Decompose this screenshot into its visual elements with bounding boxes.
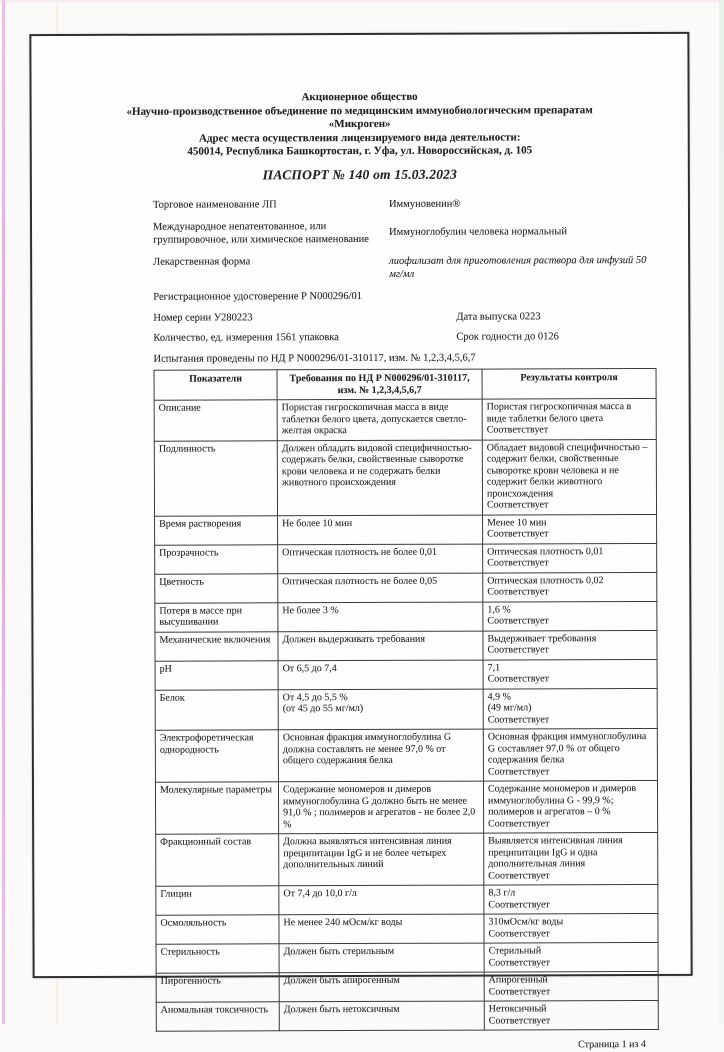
cell-indicator: pH [155,660,278,689]
cell-result: 4,9 % (49 мг/мл) Соответствует [483,688,657,729]
cell-requirement: Основная фракция иммуноглобулина G должна составлять не менее 97,0 % от общего содержания белка [278,729,483,782]
table-row [155,728,657,782]
table-row [155,659,657,690]
table-row [155,514,657,545]
field-dosage-form-value: лиофилизат для приготовления раствора для инфузий 50 мг/мл [389,255,647,280]
cell-result: Обладает видовой специфичностью – содержит белки, свойственные сыворотке крови человека и не содержит белки животного происхождения Соответствует [482,439,656,515]
table-row [155,780,657,834]
org-name-line1: Акционерное общество [301,90,418,104]
cell-requirement: Не более 3 % [278,602,483,632]
cell-requirement: Должна выявляться интенсивная линия преципитации IgG и не более четырех дополнительных линий [279,833,484,886]
col-header-results: Результаты контроля [482,368,656,399]
field-dosage-form-label: Лекарственная форма [153,256,251,268]
table-header-row [154,368,656,400]
cell-requirement: Оптическая плотность не более 0,01 [278,544,483,574]
document-page [29,32,692,1051]
cell-result: 7,1 Соответствует [483,659,657,689]
cell-result: Апирогенный Соответствует [484,971,658,1001]
drug-info-fields [153,197,655,281]
cell-requirement: Должен быть стерильным [279,943,484,973]
field-dosage-form [153,255,655,282]
address-label: Адрес места осуществления лицензируемого вида деятельности: [198,130,521,145]
cell-requirement: Должен обладать видовой специфичностью- содержать белки, свойственные сыворотке крови человека и не содержать белки животного происхождения [277,440,482,516]
cell-indicator: Стерильность [156,944,279,973]
cell-result: Оптическая плотность 0,01 Соответствует [483,543,657,573]
cell-requirement: Пористая гигроскопичная масса в виде таблетки белого цвета, допускается светло-желтая окраска [277,399,482,440]
table-row [155,572,657,603]
cell-indicator: Белок [155,689,278,730]
cell-result: Содержание мономеров и димеров иммуноглобулина G - 99,9 %; полимеров и агрегатов – 0 % Соответствует [483,780,657,833]
cell-indicator: Время растворения [155,515,278,544]
cell-indicator: Фракционный состав [156,834,279,886]
cell-requirement: Не менее 240 мОсм/кг воды [279,914,484,944]
cell-result: Стерильный Соответствует [484,942,658,972]
cell-indicator: Прозрачность [155,544,278,573]
document-header [60,90,660,160]
address-value: 450014, Республика Башкортостан, г. Уфа, ул. Новороссийская, д. 105 [187,144,533,158]
quantity-and-expiry [153,331,655,345]
document-content [153,197,658,1031]
field-trade-name-value: Иммуновенин® [388,198,461,210]
document-page-inner [31,34,690,1051]
cell-requirement: Должен быть апирогенным [279,972,484,1002]
quantity: Количество, ед. измерения 1561 упаковка [153,332,339,344]
table-row [155,688,657,730]
scan-edge-left [2,0,5,1024]
field-inn-name-label: Международное непатентованное, или группировочное, или химическое наименование [153,221,369,246]
cell-indicator: Механические включения [155,631,278,660]
col-header-indicators: Показатели [154,370,277,400]
col-header-requirements: Требования по НД Р N000296/01-310117, изм. № 1,2,3,4,5,6,7 [277,369,482,400]
passport-title: ПАСПОРТ № 140 от 15.03.2023 [262,166,458,182]
cell-indicator: Электрофоретическая однородность [155,730,278,782]
cell-indicator: Молекулярные параметры [155,782,278,834]
registration-certificate: Регистрационное удостоверение Р N000296/01 [153,290,363,303]
cell-result: Пористая гигроскопичная масса в виде таблетки белого цвета Соответствует [482,398,656,439]
cell-result: Оптическая плотность 0,02 Соответствует [483,572,657,602]
cell-requirement: Должен выдерживать требования [278,631,483,661]
cell-requirement: Содержание мономеров и димеров иммуноглобулина G должно быть не менее 91,0 % ; полимеров и агрегатов - не более 2,0 % [278,781,483,834]
field-inn-name [153,220,655,247]
series-and-release [153,310,655,324]
field-inn-name-value: Иммуноглобулин человека нормальный [389,226,567,239]
table-row [156,971,658,1002]
table-row [156,1000,658,1031]
results-table [154,368,659,1032]
results-table-body [154,398,658,1031]
table-row [156,884,658,915]
cell-indicator: Цветность [155,573,278,602]
cell-requirement: От 4,5 до 5,5 % (от 45 до 55 мг/мл) [278,689,483,730]
cell-result: Менее 10 мин Соответствует [483,514,657,544]
cell-indicator: Потеря в массе при высушивании [155,602,278,631]
table-row [154,439,656,516]
table-row [156,942,658,973]
field-trade-name [153,197,655,211]
cell-result: 1,6 % Соответствует [483,601,657,631]
table-row [155,543,657,574]
cell-result: Основная фракция иммуноглобулина G составляет 97,0 % от общего содержания белка Соответствует [483,728,657,781]
table-row [155,630,657,661]
tests-reference: Испытания проведены по НД Р N000296/01-310117, изм. № 1,2,3,4,5,6,7 [153,352,476,365]
cell-requirement: От 7,4 до 10,0 г/л [279,885,484,915]
cell-result: Выдерживает требования Соответствует [483,630,657,660]
release-date: Дата выпуска 0223 [456,310,541,323]
cell-requirement: Оптическая плотность не более 0,05 [278,573,483,603]
org-name-line2: «Научно-производственное объединение по медицинским иммунобиологическим препаратам [126,103,593,118]
cell-indicator: Описание [154,400,277,441]
cell-requirement: Не более 10 мин [278,515,483,545]
org-name-line3: «Микроген» [328,117,391,131]
table-row [154,398,656,440]
cell-indicator: Глицин [156,886,279,915]
cell-indicator: Подлинность [154,440,277,515]
field-trade-name-label: Торговое наименование ЛП [152,198,277,211]
series-number: Номер серии У280223 [153,311,253,324]
expiry-date: Срок годности до 0126 [456,331,559,343]
cell-result: Выявляется интенсивная линия преципитации IgG и одна дополнительная линия Соответствует [484,832,658,885]
table-row [156,913,658,944]
page-number: Страница 1 из 4 [578,1039,646,1051]
scan-edge-top [0,0,724,3]
cell-indicator: Аномальная токсичность [156,1002,279,1031]
cell-result: 310мОсм/кг воды Соответствует [484,913,658,943]
cell-requirement: Должен быть нетоксичным [279,1001,484,1031]
cell-indicator: Пирогенность [156,973,279,1002]
cell-result: 8,3 г/л Соответствует [484,884,658,914]
table-row [155,601,657,632]
scan-edge-right [719,0,724,1024]
table-row [156,832,658,886]
registration-block [153,290,655,366]
cell-result: Нетоксичный Соответствует [484,1000,658,1030]
cell-requirement: От 6,5 до 7,4 [278,660,483,690]
cell-indicator: Осмоляльность [156,915,279,944]
